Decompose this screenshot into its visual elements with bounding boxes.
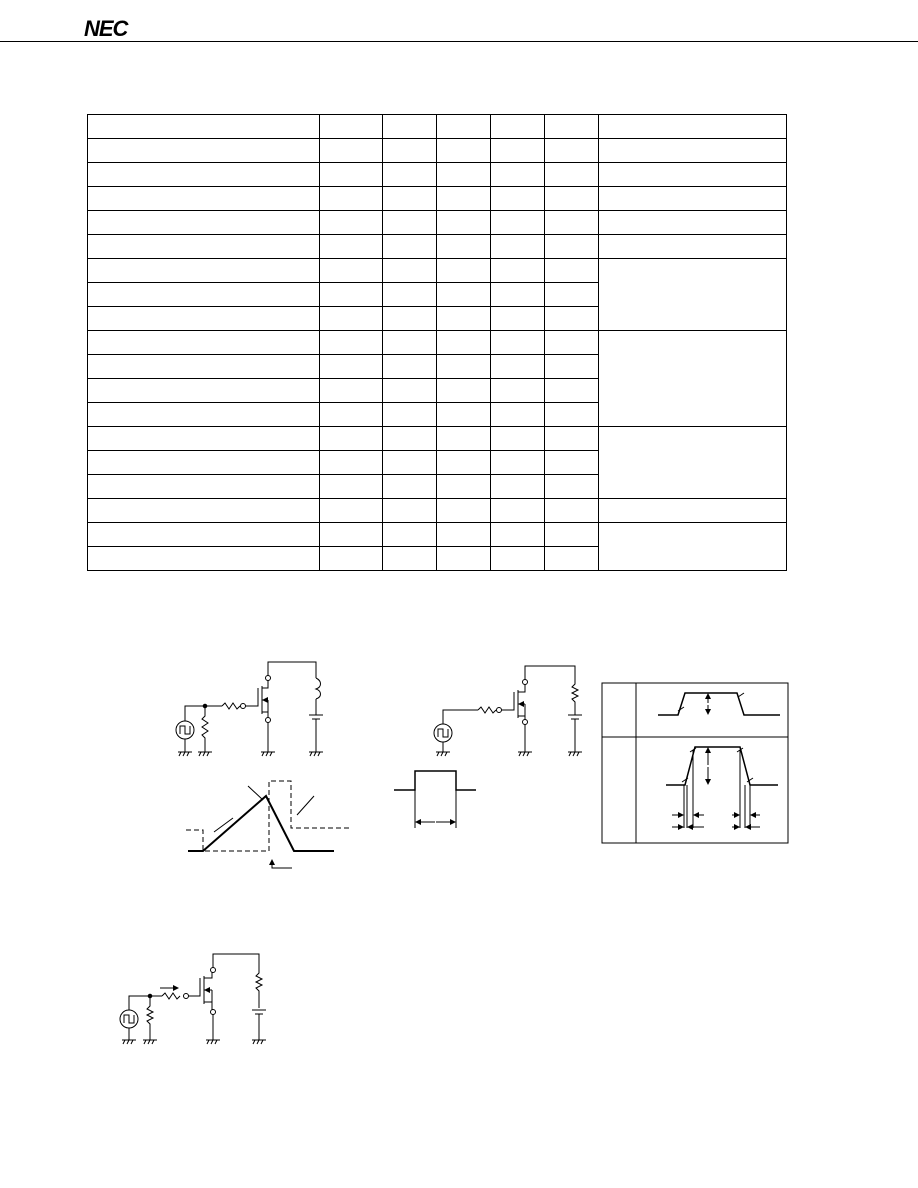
avalanche-test-circuit bbox=[176, 662, 323, 756]
pulse-symbol-icon bbox=[438, 729, 448, 737]
pulse-trace bbox=[394, 771, 476, 790]
ground-icon bbox=[261, 752, 275, 756]
ground-icon bbox=[252, 1040, 266, 1044]
supply-icon bbox=[252, 1010, 266, 1014]
gate-resistor-icon bbox=[222, 703, 240, 709]
ground-icon bbox=[122, 1040, 136, 1044]
gate-signal-dashed-trace bbox=[186, 830, 269, 851]
leader-line bbox=[248, 786, 263, 800]
drain-current-trace bbox=[666, 747, 778, 785]
gate-resistor-icon bbox=[162, 993, 180, 999]
gate-shunt-resistor-icon bbox=[147, 996, 153, 1040]
ground-icon bbox=[568, 752, 582, 756]
leader-arrow bbox=[272, 860, 292, 868]
switching-time-test-circuit bbox=[434, 666, 582, 756]
supply-icon bbox=[568, 715, 582, 719]
ground-icon bbox=[309, 752, 323, 756]
waveform-frame bbox=[602, 683, 788, 843]
supply-icon bbox=[309, 715, 323, 719]
avalanche-waveform bbox=[186, 781, 350, 868]
waveform-grid-lines bbox=[602, 683, 788, 843]
ground-icon bbox=[143, 1040, 157, 1044]
nec-logo: NEC bbox=[84, 16, 128, 41]
pulse-symbol-icon bbox=[180, 726, 190, 734]
ground-icon bbox=[178, 739, 192, 756]
ground-icon bbox=[198, 746, 212, 756]
load-resistor-icon bbox=[256, 970, 262, 1008]
input-pulse-waveform bbox=[394, 771, 476, 828]
drain-current-trace bbox=[188, 796, 334, 851]
gate-voltage-trace bbox=[658, 693, 780, 715]
leader-line bbox=[297, 796, 314, 815]
gate-resistor-icon bbox=[478, 707, 496, 713]
drain-voltage-dashed-trace bbox=[269, 781, 350, 851]
inductor-icon bbox=[316, 678, 321, 699]
leader-line bbox=[214, 818, 233, 832]
gate-charge-test-circuit bbox=[120, 954, 266, 1044]
switching-waveform-panel bbox=[602, 683, 788, 843]
pulse-symbol-icon bbox=[124, 1015, 134, 1023]
ground-icon bbox=[436, 752, 450, 756]
gate-shunt-resistor-icon bbox=[202, 706, 208, 746]
ground-icon bbox=[206, 1040, 220, 1044]
load-resistor-icon bbox=[572, 680, 578, 715]
ground-icon bbox=[518, 752, 532, 756]
